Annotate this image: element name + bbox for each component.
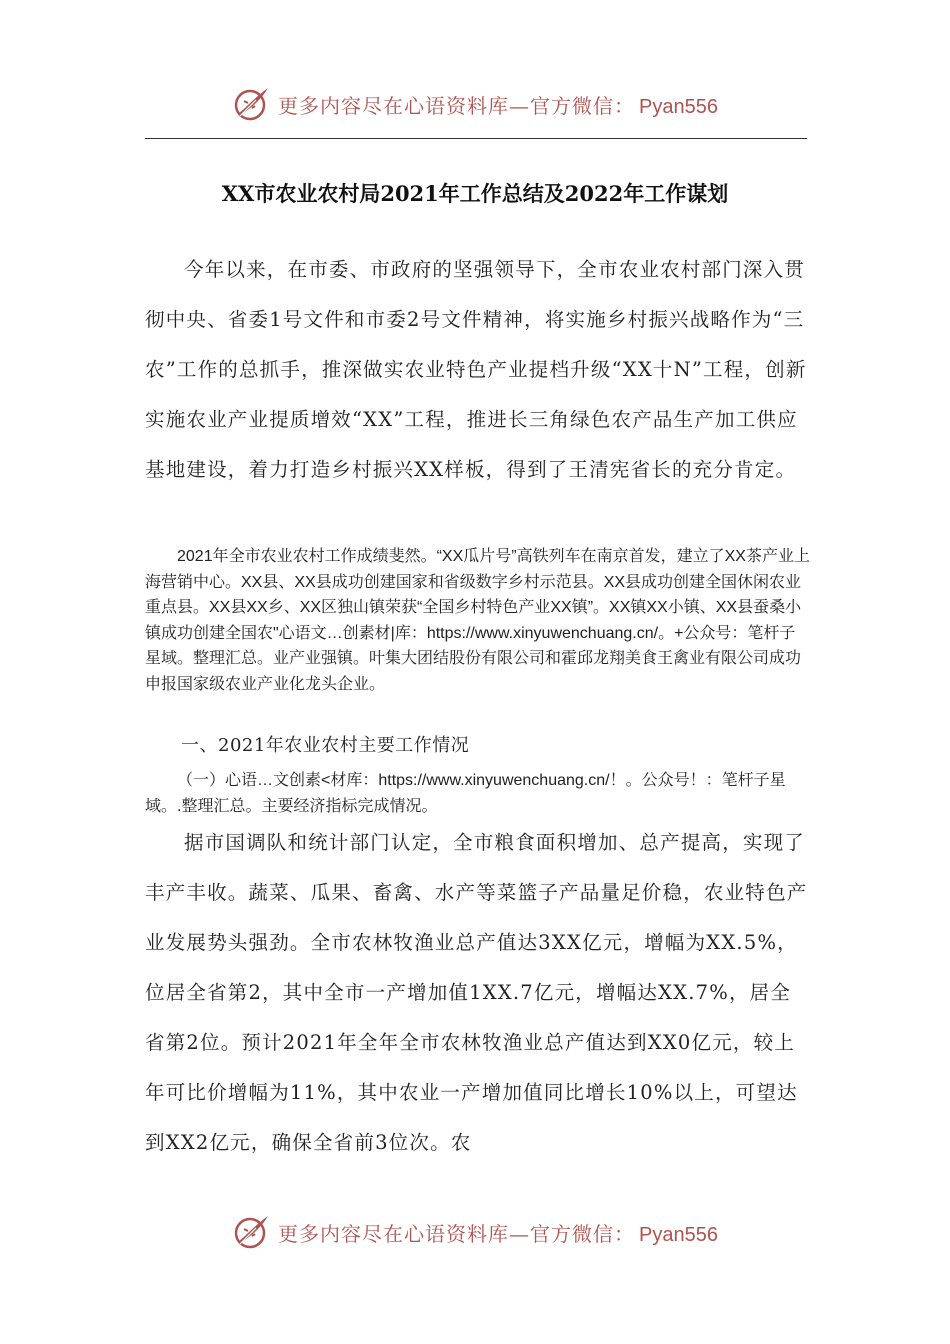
paragraph-intro: 今年以来，在市委、市政府的坚强领导下，全市农业农村部门深入贯彻中央、省委1号文件和市委2号文件精神，将实施乡村振兴战略作为“三农”工作的总抓手，推深做实农业特色产业提档升级“XX十N”工程，创新实施农业产业提质增效“XX”工程，推进长三角绿色农产品生产加工供应基地建设，着力打造乡村振兴XX样板，得到了王清宪省长的充分肯定。 (145, 258, 807, 481)
header-divider (145, 138, 807, 139)
header-wechat-id: Pyan556 (639, 95, 718, 118)
section-heading-1: 一、2021年农业农村主要工作情况 (181, 735, 470, 756)
paragraph-achievements: 2021年全市农业农村工作成绩斐然。“XX瓜片号”高铁列车在南京首发，建立了XX茶产业上海营销中心。XX县、XX县成功创建国家和省级数字乡村示范县。XX县成功创建全国休闲农业重点县。XX县XX乡、XX区独山镇荣获“全国乡村特色产业XX镇”。XX镇XX小镇、XX县蚕桑小镇成功创建全国农"心语文…创素材|库：https://www.xinyuwenchuang.cn/。+公众号：笔杆子星域。整理汇总。业产业强镇。叶集大团结股份有限公司和霍邱龙翔美食王禽业有限公司成功申报国家级农业产业化龙头企业。 (145, 548, 810, 693)
paragraph-indicators: 据市国调队和统计部门认定，全市粮食面积增加、总产提高，实现了丰产丰收。蔬菜、瓜果、畜禽、水产等菜篮子产品量足价稳，农业特色产业发展势头强劲。全市农林牧渔业总产值达3XX亿元，增幅为XX.5%，位居全省第2，其中全市一产增加值1XX.7亿元，增幅达XX.7%，居全省第2位。预计2021年全年全市农林牧渔业总产值达到XX0亿元，较上年可比价增幅为11%，其中农业一产增加值同比增长10%以上，可望达到XX2亿元，确保全省前3位次。农 (145, 831, 808, 1154)
subheading-1: （一）心语…文创素<材库：https://www.xinyuwenchuang.cn/！。公众号！：笔杆子星域。.整理汇总。主要经济指标完成情况。 (145, 772, 786, 815)
header-banner[interactable] (0, 80, 950, 128)
footer-wechat-id: Pyan556 (639, 1223, 718, 1246)
quill-logo-icon (232, 1212, 272, 1252)
footer-banner[interactable] (0, 1208, 950, 1256)
header-banner-text: 更多内容尽在心语资料库—官方微信： Pyan556 (278, 93, 718, 118)
footer-banner-text: 更多内容尽在心语资料库—官方微信： Pyan556 (278, 1221, 718, 1246)
document-title: XX市农业农村局2021年工作总结及2022年工作谋划 (221, 181, 729, 206)
quill-logo-icon (232, 84, 272, 124)
